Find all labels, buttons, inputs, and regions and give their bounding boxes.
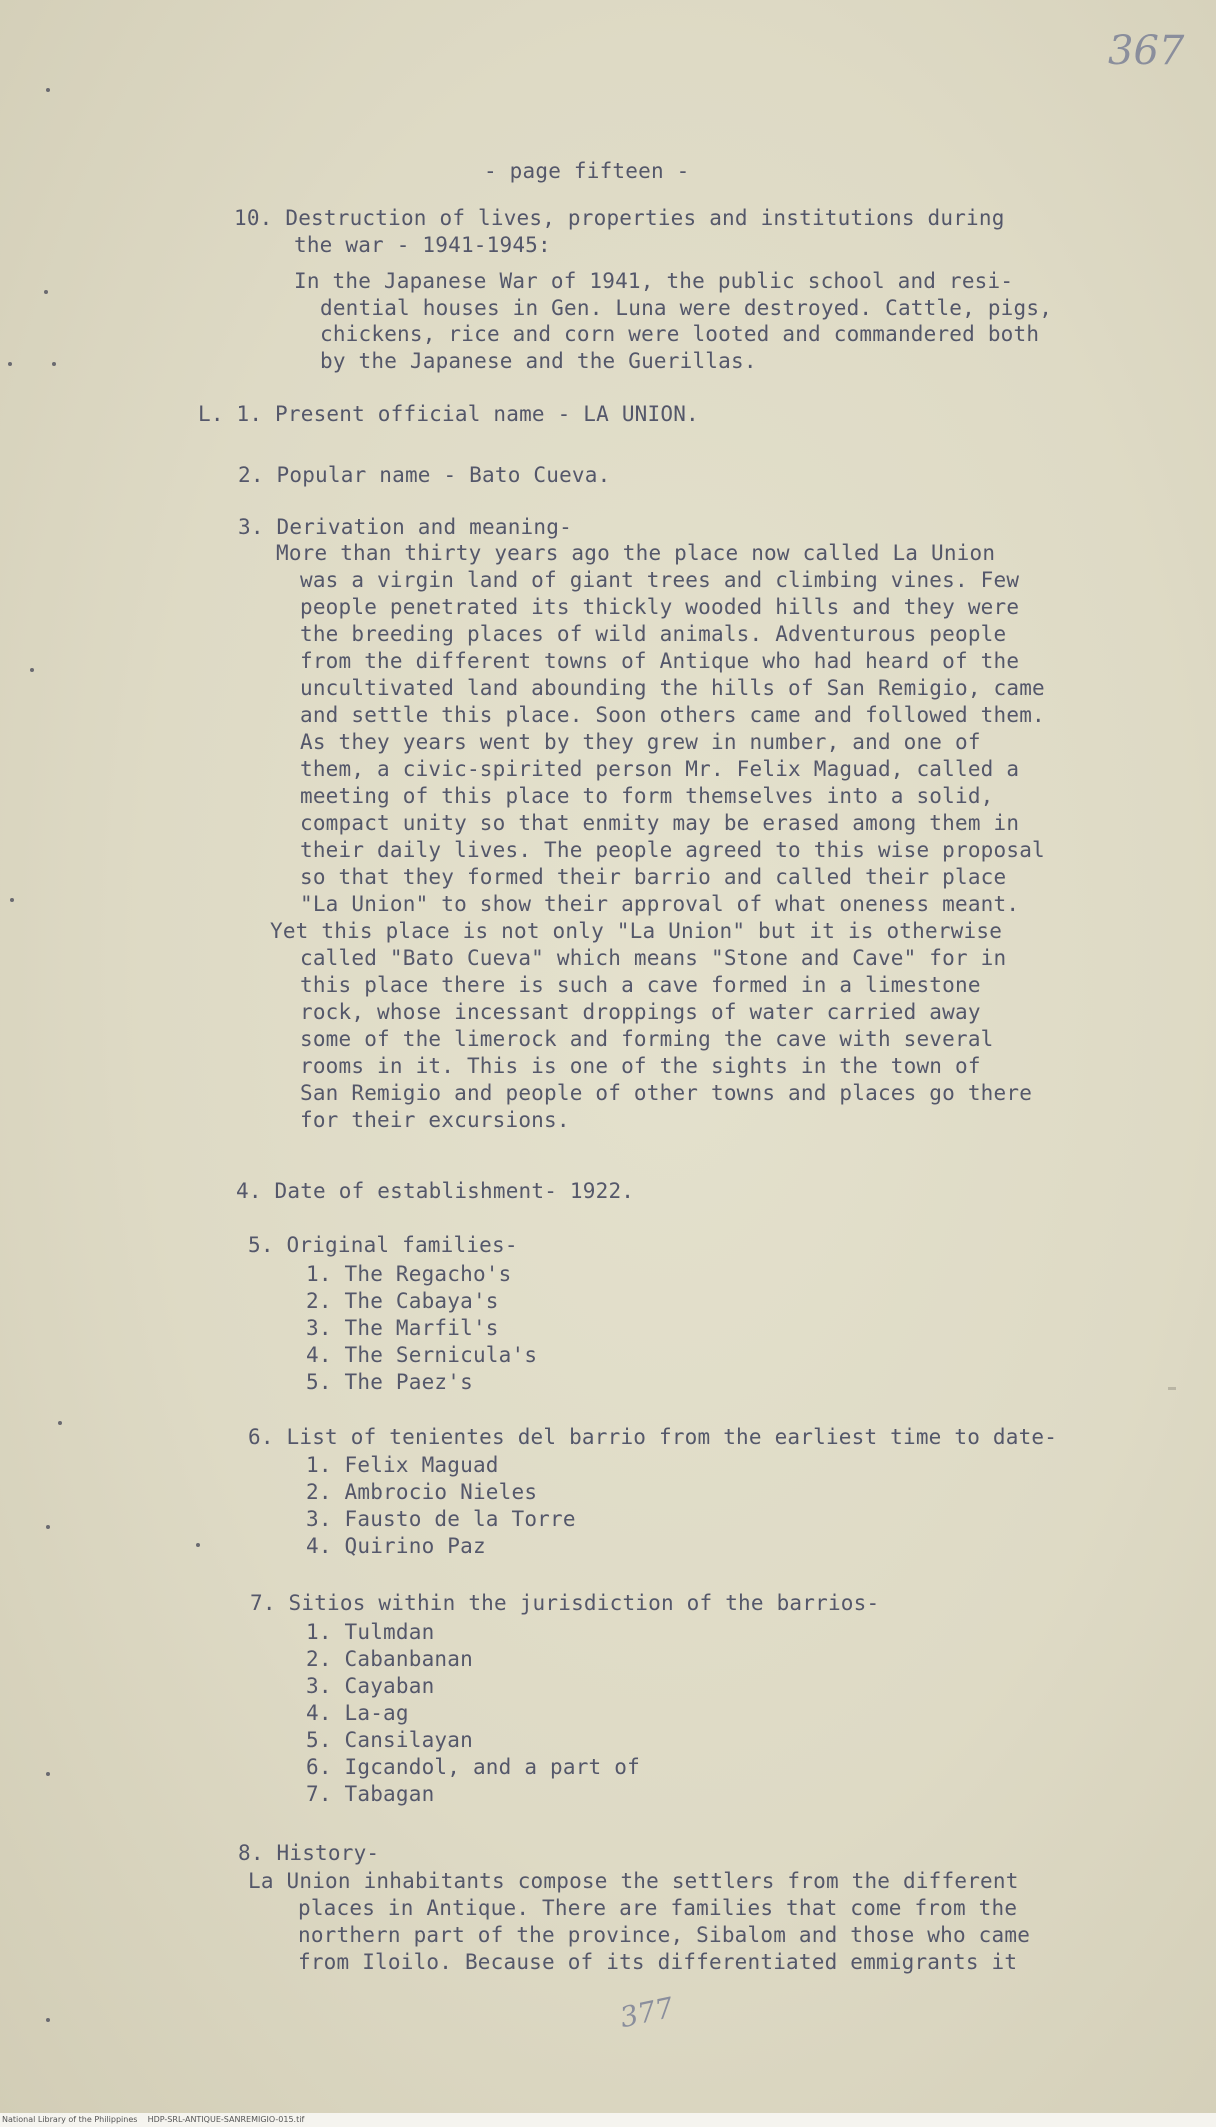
margin-speck [30,668,34,672]
corner-page-number: 367 [1108,28,1185,74]
section10-line: 10. Destruction of lives, properties and institutions during [234,206,1005,230]
teniente-item: 4. Quirino Paz [306,1534,486,1558]
bottom-page-number: 377 [617,1990,677,2035]
item3-line: them, a civic-spirited person Mr. Felix Maguad, called a [300,757,1020,781]
history-line: from Iloilo. Because of its differentiated emmigrants it [298,1950,1018,1974]
sitio-item: 6. Igcandol, and a part of [306,1755,640,1779]
family-item: 4. The Sernicula's [306,1343,538,1367]
item2-popular-name: 2. Popular name - Bato Cueva. [238,463,611,487]
section10-line: the war - 1941-1945: [294,233,551,257]
item3-line: so that they formed their barrio and called their place [300,865,1007,889]
section10-line: by the Japanese and the Guerillas. [320,349,757,373]
teniente-item: 3. Fausto de la Torre [306,1507,576,1531]
history-line: La Union inhabitants compose the settlers from the different [248,1869,1019,1893]
teniente-item: 1. Felix Maguad [306,1453,499,1477]
section10-line: chickens, rice and corn were looted and commandered both [320,322,1040,346]
sitio-item: 4. La-ag [306,1701,409,1725]
history-line: places in Antique. There are families that come from the [298,1896,1018,1920]
page-header: - page fifteen - [484,159,690,183]
sitio-item: 7. Tabagan [306,1782,435,1806]
family-item: 2. The Cabaya's [306,1289,499,1313]
margin-speck [46,1772,50,1776]
item3-line: the breeding places of wild animals. Adventurous people [300,622,1007,646]
sitio-item: 3. Cayaban [306,1674,435,1698]
sitio-item: 2. Cabanbanan [306,1647,473,1671]
margin-speck [58,1421,62,1425]
item3-line: called "Bato Cueva" which means "Stone and Cave" for in [300,946,1007,970]
item3-line: people penetrated its thickly wooded hills and they were [300,595,1020,619]
family-item: 1. The Regacho's [306,1262,512,1286]
item3-line: rock, whose incessant droppings of water carried away [300,1000,981,1024]
margin-speck [10,898,14,902]
family-item: 3. The Marfil's [306,1316,499,1340]
item3-line: this place there is such a cave formed in a limestone [300,973,981,997]
item3-line: meeting of this place to form themselves into a solid, [300,784,994,808]
sitio-item: 5. Cansilayan [306,1728,473,1752]
item3-line: was a virgin land of giant trees and climbing vines. Few [300,568,1020,592]
section10-line: dential houses in Gen. Luna were destroyed. Cattle, pigs, [320,296,1053,320]
margin-speck [46,2018,50,2022]
history-line: northern part of the province, Sibalom and those who came [298,1923,1031,1947]
margin-speck [8,362,12,366]
margin-speck [46,1525,50,1529]
margin-speck [52,362,56,366]
item6-heading: 6. List of tenientes del barrio from the earliest time to date- [248,1425,1058,1449]
item3-line: As they years went by they grew in number, and one of [300,730,981,754]
margin-speck [44,290,48,294]
margin-speck [196,1543,200,1547]
item8-heading: 8. History- [238,1841,380,1865]
teniente-item: 2. Ambrocio Nieles [306,1480,538,1504]
margin-speck [46,88,50,92]
item4-date-established: 4. Date of establishment- 1922. [236,1179,635,1203]
item3-line: More than thirty years ago the place now called La Union [276,541,996,565]
item3-line: from the different towns of Antique who had heard of the [300,649,1020,673]
sitio-item: 1. Tulmdan [306,1620,435,1644]
margin-smear [1168,1387,1176,1390]
item7-heading: 7. Sitios within the jurisdiction of the barrios- [250,1591,880,1615]
item3-heading: 3. Derivation and meaning- [238,515,572,539]
item3-line: rooms in it. This is one of the sights in the town of [300,1054,981,1078]
scan-footer: National Library of the Philippines HDP-SRL-ANTIQUE-SANREMIGIO-015.tif [0,2113,1216,2127]
item3-line: Yet this place is not only "La Union" but it is otherwise [270,919,1003,943]
item3-line: "La Union" to show their approval of what oneness meant. [300,892,1020,916]
item3-line: their daily lives. The people agreed to this wise proposal [300,838,1045,862]
item3-line: San Remigio and people of other towns and places go there [300,1081,1033,1105]
item3-line: and settle this place. Soon others came and followed them. [300,703,1045,727]
item5-heading: 5. Original families- [248,1233,518,1257]
section10-line: In the Japanese War of 1941, the public school and resi- [294,269,1014,293]
item3-line: uncultivated land abounding the hills of San Remigio, came [300,676,1045,700]
item1-official-name: L. 1. Present official name - LA UNION. [198,402,699,426]
item3-line: some of the limerock and forming the cave with several [300,1027,994,1051]
item3-line: compact unity so that enmity may be erased among them in [300,811,1020,835]
item3-line: for their excursions. [300,1108,570,1132]
family-item: 5. The Paez's [306,1370,473,1394]
